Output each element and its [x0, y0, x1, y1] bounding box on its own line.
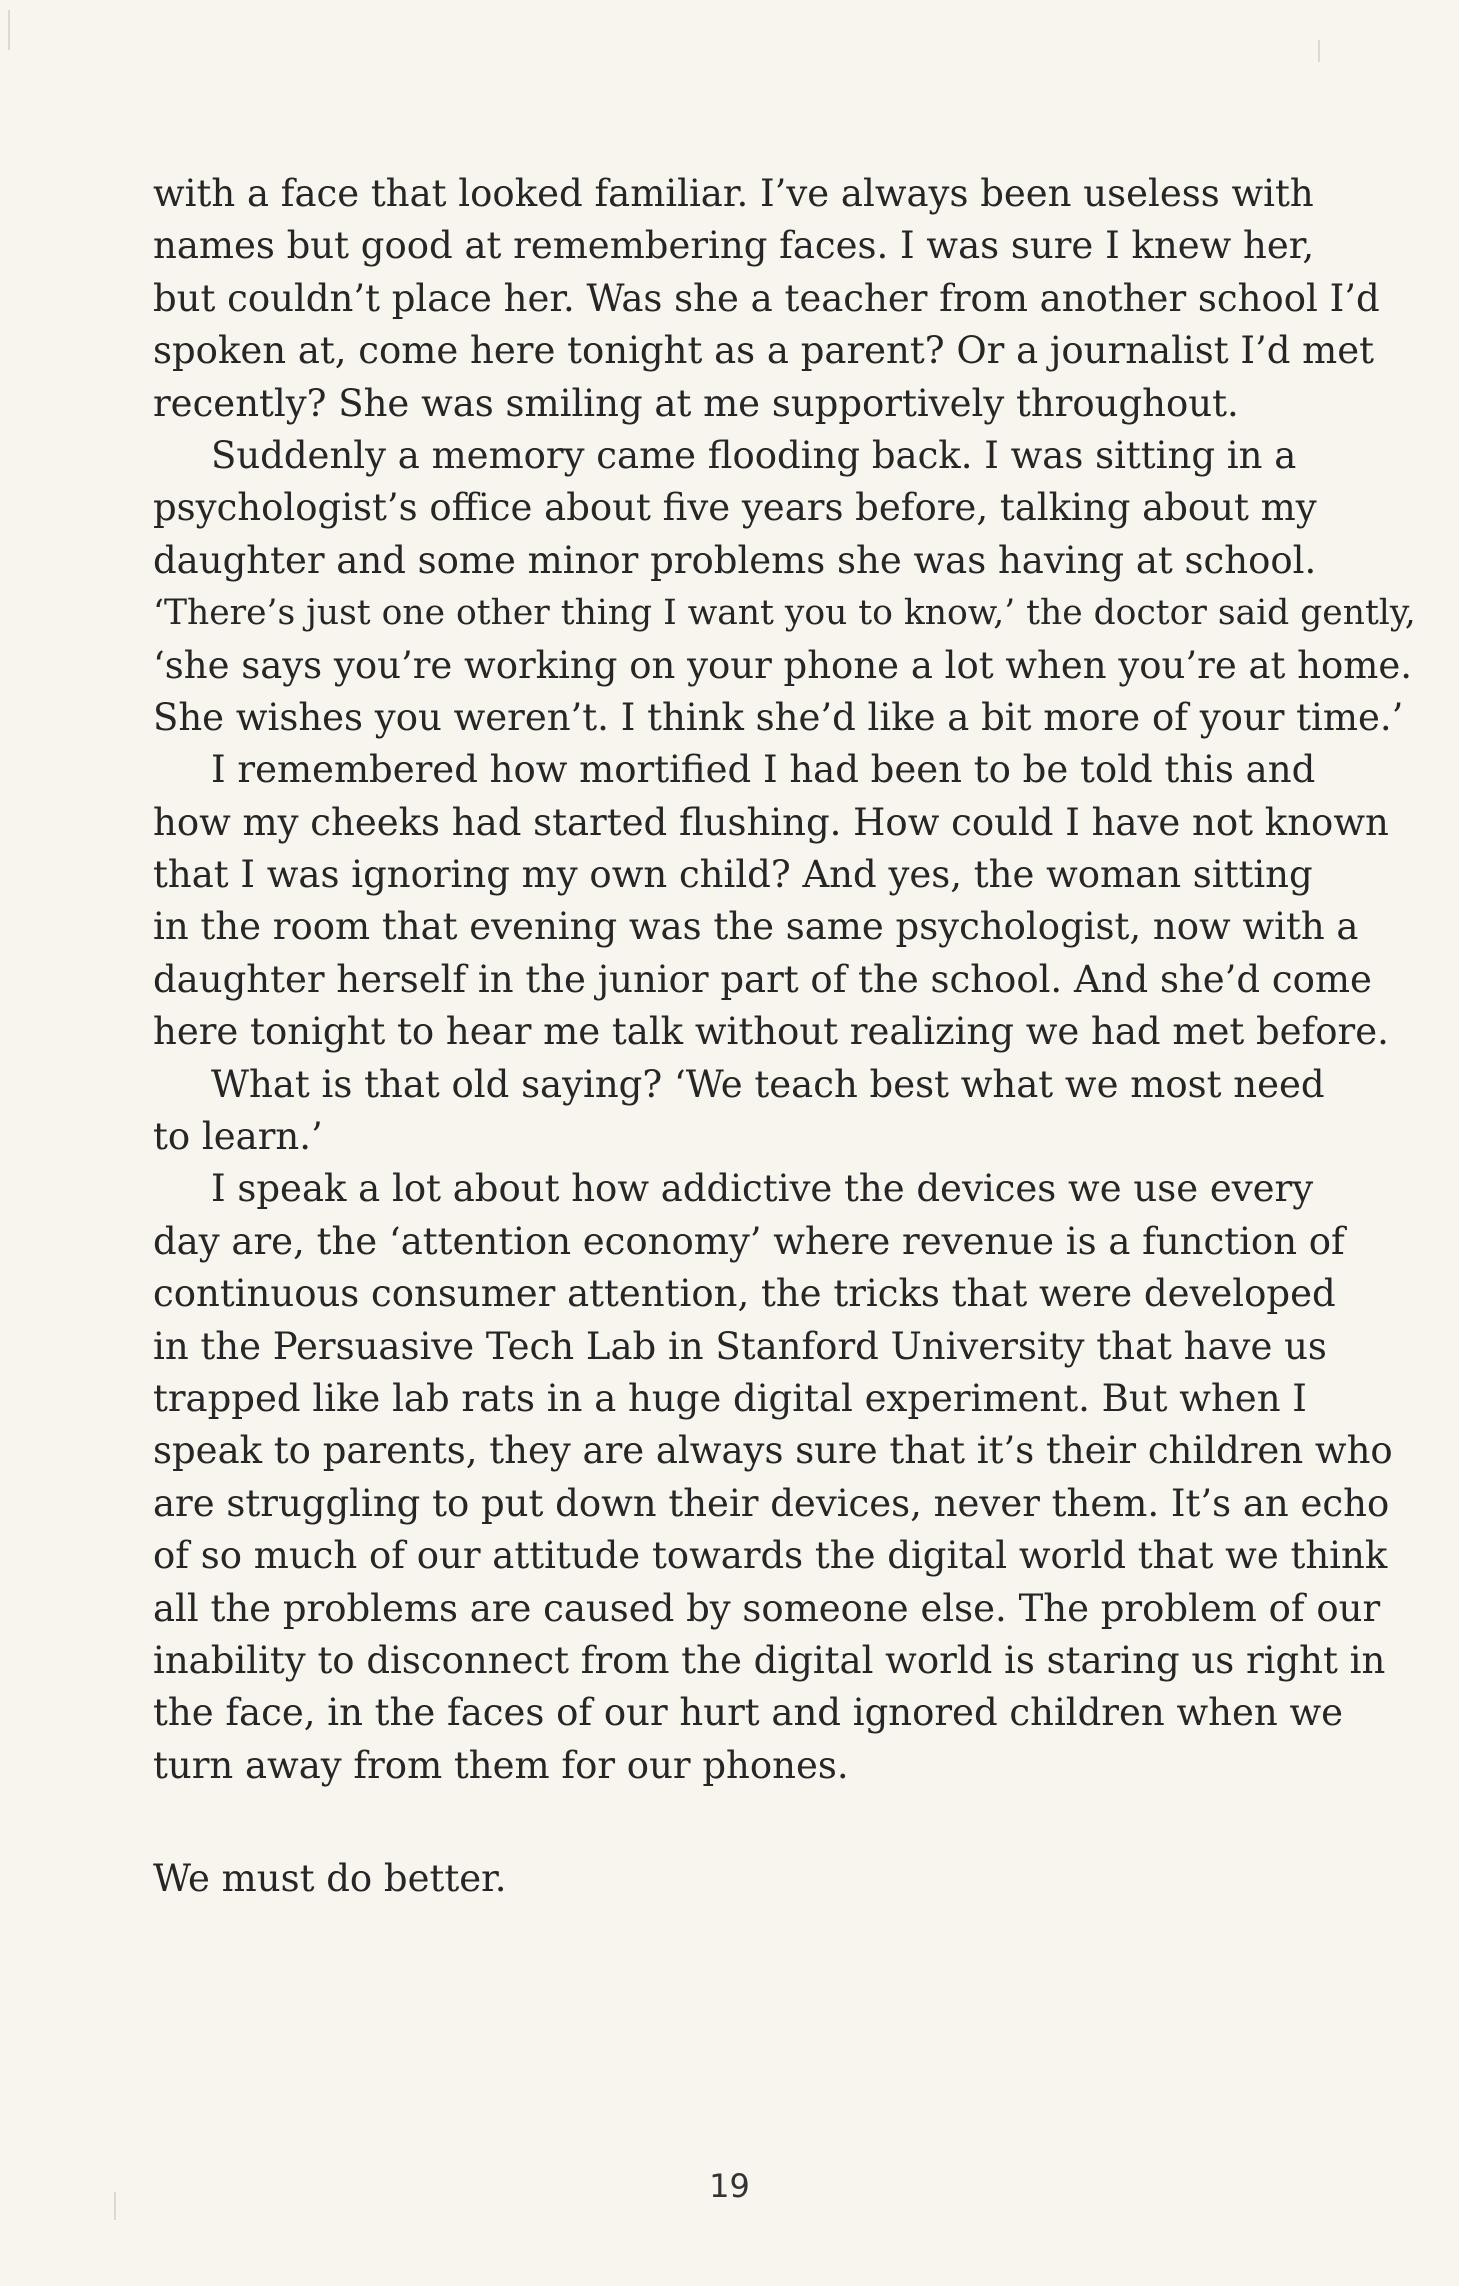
- text-line: What is that old saying? ‘We teach best what we most need: [211, 1062, 1325, 1106]
- text-line: recently? She was smiling at me supportively throughout.: [153, 381, 1239, 425]
- scan-edge-mark: [1318, 40, 1320, 62]
- text-line: names but good at remembering faces. I was sure I knew her,: [153, 224, 1315, 268]
- text-line: with a face that looked familiar. I’ve always been useless with: [153, 172, 1314, 215]
- body-text: [153, 168, 1416, 1792]
- scan-edge-mark: [8, 10, 10, 50]
- text-line: but couldn’t place her. Was she a teacher from another school I’d: [153, 276, 1380, 320]
- text-line: the face, in the faces of our hurt and ignored children when we: [153, 1691, 1344, 1735]
- text-line: ‘she says you’re working on your phone a lot when you’re at home.: [153, 643, 1413, 687]
- text-line: trapped like lab rats in a huge digital experiment. But when I: [153, 1376, 1307, 1420]
- text-line: are struggling to put down their devices, never them. It’s an echo: [153, 1481, 1390, 1525]
- text-line: all the problems are caused by someone else. The problem of our: [153, 1586, 1381, 1630]
- text-line: in the Persuasive Tech Lab in Stanford University that have us: [153, 1324, 1327, 1368]
- text-line: inability to disconnect from the digital world is staring us right in: [153, 1638, 1386, 1682]
- closing-line: We must do better.: [153, 1857, 507, 1900]
- paragraph: [153, 1059, 1353, 1164]
- text-line: here tonight to hear me talk without realizing we had met before.: [153, 1010, 1389, 1054]
- text-line: I speak a lot about how addictive the devices we use every: [211, 1167, 1314, 1211]
- text-line: how my cheeks had started flushing. How could I have not known: [153, 800, 1389, 844]
- paragraph: [153, 168, 1380, 430]
- page-number: 19: [709, 2167, 750, 2205]
- text-line: daughter and some minor problems she was having at school.: [153, 538, 1317, 582]
- text-line: day are, the ‘attention economy’ where revenue is a function of: [153, 1219, 1345, 1263]
- text-line: turn away from them for our phones.: [153, 1743, 849, 1787]
- text-line: daughter herself in the junior part of the school. And she’d come: [153, 957, 1372, 1001]
- text-line: She wishes you weren’t. I think she’d like a bit more of your time.’: [153, 695, 1404, 739]
- text-line: of so much of our attitude towards the digital world that we think: [153, 1534, 1388, 1578]
- text-line: continuous consumer attention, the tricks that were developed: [153, 1272, 1336, 1316]
- text-line: I remembered how mortified I had been to be told this and: [211, 748, 1316, 792]
- paragraph: [153, 430, 1416, 744]
- text-line: speak to parents, they are always sure that it’s their children who: [153, 1429, 1393, 1473]
- text-line: spoken at, come here tonight as a parent? Or a journalist I’d met: [153, 329, 1375, 373]
- text-line: psychologist’s office about five years before, talking about my: [153, 486, 1317, 530]
- text-line: in the room that evening was the same psychologist, now with a: [153, 905, 1359, 949]
- text-line: that I was ignoring my own child? And yes, the woman sitting: [153, 853, 1313, 897]
- paragraph: [153, 744, 1389, 1058]
- text-line: Suddenly a memory came flooding back. I was sitting in a: [211, 433, 1297, 477]
- text-line: ‘There’s just one other thing I want you to know,’ the doctor said gently,: [153, 593, 1416, 634]
- paragraph: [153, 1163, 1393, 1792]
- text-line: to learn.’: [153, 1115, 323, 1159]
